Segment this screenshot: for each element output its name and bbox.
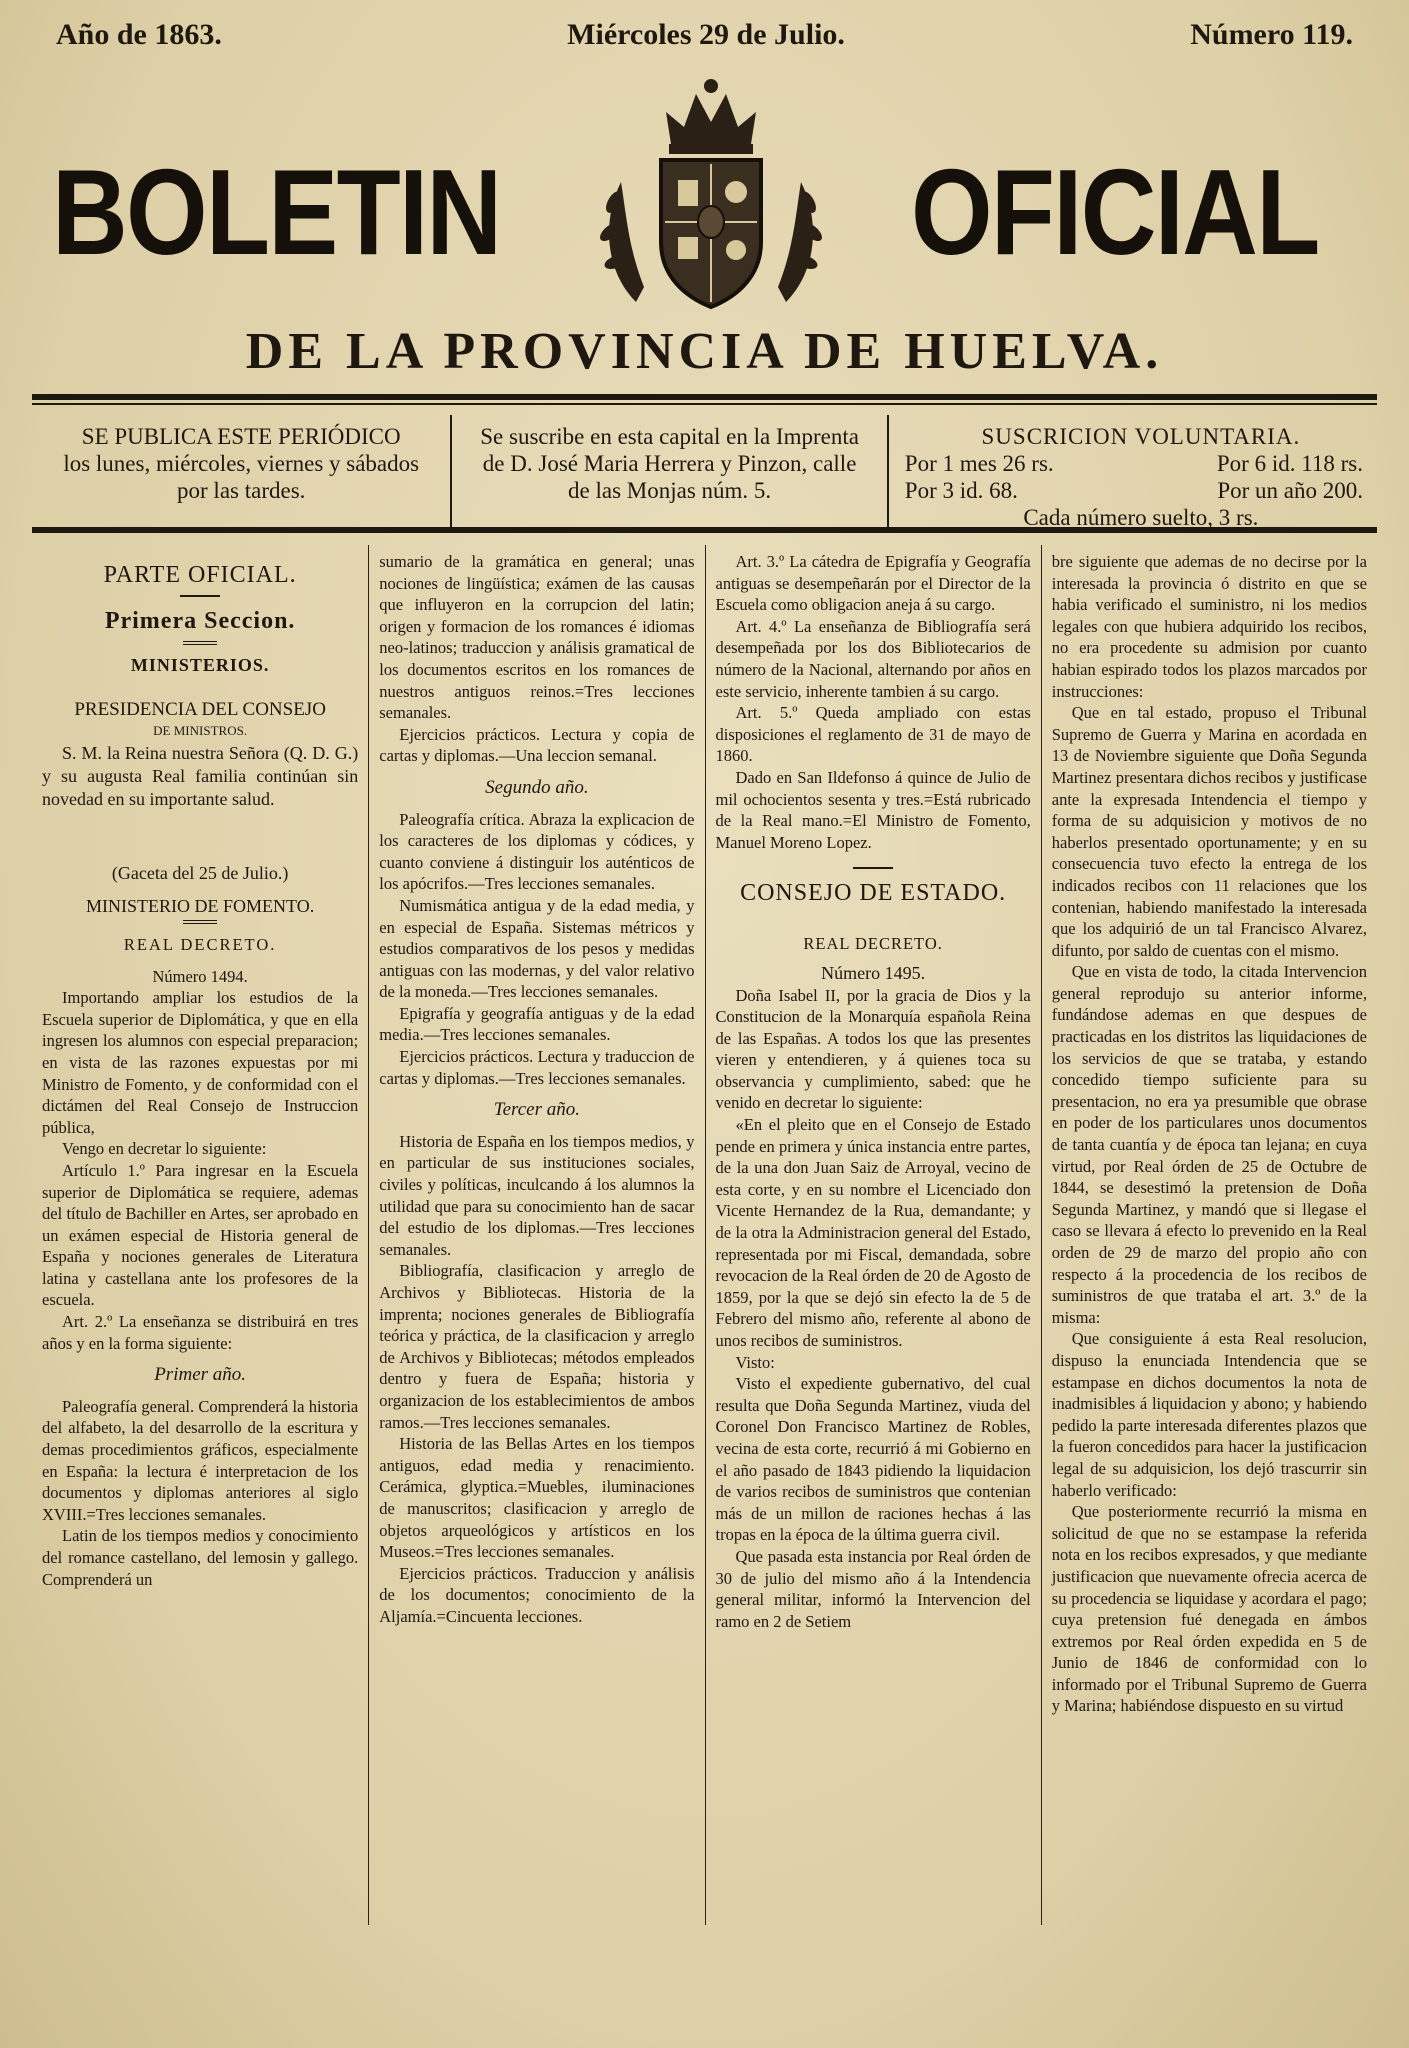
spacer [42, 687, 358, 699]
divider [853, 867, 893, 869]
paragraph: Paleografía general. Comprenderá la historia del alfabeto, la del desarrollo de la escritura y demas procedimientos gráficos, especialmente en España: la lectura é interpretacion de los documentos y diplomas anteriores al siglo XVIII.=Tres lecciones semanales. [42, 1396, 359, 1524]
spacer [42, 884, 358, 896]
subheading-primer-ano: Primer año. [154, 1364, 247, 1386]
paragraph: Bibliografía, clasificacion y arreglo de Archivos y Bibliotecas. Historia de la imprenta; nociones generales de Bibliografía teórica y práctica, de la clasificacion y arreglo de Archivos y Bibliotecas; métodos empleados dentro y fuera de España; historia y organizacion de los establecimientos de ambos ramos.—Tres lecciones semanales. [379, 1261, 695, 1432]
paragraph: Que en tal estado, propuso el Tribunal Supremo de Guerra y Marina en acordada en 13 de Noviembre siguiente que Doña Segunda Martinez presentara dichos recibos y justificase ante la expresada Intendencia el tiempo y forma de su adquisicion y motivos de no haberlos presentado oportunamente; y en su consecuencia tuvo efecto la entrega de los indicados recibos con 11 relaciones que los contenian, habiendo manifestado la interesada que los adquirió de un tal Francisco Alvarez, difunto, por saldo de cuentas con el mismo. [1051, 703, 1367, 960]
column-1 [32, 545, 368, 1925]
heading-consejo-estado: CONSEJO DE ESTADO. [740, 880, 1007, 907]
masthead-subtitle: DE LA PROVINCIA DE HUELVA. [245, 323, 1164, 380]
column-4 [1041, 545, 1377, 1925]
subscription-info [32, 415, 1377, 530]
section-heading: PARTE OFICIAL. [103, 562, 297, 588]
paragraph: Historia de las Bellas Artes en los tiempos antiguos, edad media y renacimiento. Cerámica, glyptica.=Muebles, iluminaciones de manuscritos; clasificacion y arreglo de objetos arqueológicos y artísticos en los Museos.=Tres lecciones semanales. [379, 1434, 695, 1562]
royal-coat-of-arms-icon [566, 72, 856, 322]
paragraph: Epigrafía y geografía antiguas y de la edad media.—Tres lecciones semanales. [379, 1003, 695, 1045]
info-line: Se suscribe en esta capital en la Imprenta [480, 424, 859, 449]
paragraph: Vengo en decretar lo siguiente: [62, 1139, 267, 1159]
price: Por 1 mes 26 rs. [904, 451, 1054, 476]
decree-number: Número 1494. [152, 966, 248, 986]
masthead [26, 72, 1383, 322]
masthead-title-left: BOLETIN [52, 144, 501, 280]
decree-number: Número 1495. [821, 962, 926, 983]
heading-presidencia: PRESIDENCIA DEL CONSEJO [74, 698, 326, 720]
prices-row [905, 477, 1377, 504]
section-title: Primera Seccion. [104, 608, 296, 634]
spacer [716, 913, 1031, 925]
issue-number: Número 119. [1190, 18, 1353, 51]
heading-ministerios: MINISTERIOS. [130, 655, 270, 675]
paragraph: Art. 2.º La enseñanza se distribuirá en tres años y en la forma siguiente: [42, 1312, 359, 1353]
paragraph: bre siguiente que ademas de no decirse por la interesada la provincia ó distrito en que se habia verificado el suministro, ni los medios legales con que hubiera adquirido los recibos, no era procedente su admision por cuanto habian espirado todos los plazos marcados por instrucciones: [1051, 552, 1367, 701]
spacer [42, 837, 358, 863]
paragraph: Doña Isabel II, por la gracia de Dios y la Constitucion de la Monarquía española Reina de las Españas. A todos los que las presentes vieren y entendieren, y á quienes toca su observancia y cumplimiento, sabed: que he venido en decretar lo siguiente: [715, 985, 1031, 1113]
paragraph: Dado en San Ildefonso á quince de Julio de mil ochocientos sesenta y tres.=Está rubricado de la Real mano.=El Ministro de Fomento, Manuel Moreno Lopez. [715, 767, 1031, 852]
paragraph: Que pasada esta instancia por Real órden de 30 de julio del mismo año á la Intendencia general militar, informó la Intervencion del ramo en 2 de Setiem [715, 1546, 1031, 1631]
paragraph: S. M. la Reina nuestra Señora (Q. D. G.) y su augusta Real familia continúan sin novedad en su importante salud. [42, 742, 359, 809]
paragraph: Ejercicios prácticos. Lectura y copia de cartas y diplomas.—Una leccion semanal. [379, 724, 695, 766]
prices-title: SUSCRICION VOLUNTARIA. [981, 424, 1301, 449]
paragraph: Que consiguiente á esta Real resolucion, dispuso la enunciada Intendencia que se estampase en dichos documentos la nota de inadmisibles á liquidacion y abono; y habiendo pedido la parte interesada diferentes plazos que la fueron concedidos para hacer la justificacion legal de su adquisicion, los dejó trascurrir sin haberlo verificado: [1051, 1329, 1367, 1500]
year: Año de 1863. [56, 18, 222, 51]
subscription-prices [889, 415, 1377, 530]
publication-schedule [32, 415, 450, 527]
rule [32, 394, 1377, 400]
rule [32, 403, 1377, 405]
price: Por un año 200. [1217, 478, 1363, 503]
paragraph: Art. 5.º Queda ampliado con estas disposiciones el reglamento de 31 de mayo de 1860. [715, 703, 1031, 766]
paragraph: Paleografía crítica. Abraza la explicacion de los caracteres de los diplomas y códices, y cuanto conviene á distinguir los auténticos de los apócrifos.—Tres lecciones semanales. [379, 809, 695, 894]
price: Por 3 id. 68. [904, 478, 1018, 503]
heading-ministros: DE MINISTROS. [153, 723, 248, 739]
single-issue-price: Cada número suelto, 3 rs. [1023, 505, 1259, 530]
info-line: de D. José Maria Herrera y Pinzon, calle [482, 451, 857, 476]
price: Por 6 id. 118 rs. [1216, 451, 1363, 476]
paragraph: Que en vista de todo, la citada Intervencion general reprodujo su anterior informe, fundándose ademas en que despues de practicadas en los distritos las liquidaciones de los servicios de que se trataba, y estando concedido tiempo suficiente para su presentacion, no era ya presumible que obrase en poder de los particulares unos documentos de tanta cuantía y de época tan lejana; en cuya virtud, por Real órden de 25 de Octubre de 1844, se desestimó la pretension de Doña Segunda Martinez, y mandó que si llegase el caso se llevara á efecto lo prevenido en la Real orden de 29 de marzo del propio año con respecto á la procedencia de los recibos de suministros de que trataba el art. 3.º de la misma: [1051, 962, 1367, 1327]
source-note: (Gaceta del 25 de Julio.) [111, 862, 289, 883]
paragraph: Visto el expediente gubernativo, del cual resulta que Doña Segunda Martinez, viuda del Coronel Don Francisco Martinez de Robles, vecina de esta corte, recurrió á mi Gobierno en el año pasado de 1843 pidiendo la liquidacion de varios recibos de suministros que contenian más de un millon de raciones hechas á las tropas en la época de la última guerra civil. [715, 1374, 1031, 1545]
paragraph: Numismática antigua y de la edad media, y en especial de España. Sistemas métricos y estudios comparativos de los pesos y medidas antiguas con las modernas, y del valor relativo de la moneda.—Tres lecciones semanales. [379, 895, 695, 1002]
divider [180, 595, 220, 597]
info-line: por las tardes. [177, 478, 306, 503]
heading-real-decreto: REAL DECRETO. [803, 934, 943, 954]
paragraph: Latin de los tiempos medios y conocimiento del romance castellano, del lemosin y gallego. Comprenderá un [42, 1526, 359, 1589]
spacer [42, 811, 358, 837]
paragraph: Historia de España en los tiempos medios, y en particular de sus instituciones sociales, civiles y políticas, inculcando á los alumnos la utilidad que para su conocimiento han de sacar del estudio de los diplomas.—Tres lecciones semanales. [379, 1131, 695, 1259]
masthead-title-right: OFICIAL [911, 144, 1319, 280]
paragraph: Art. 3.º La cátedra de Epigrafía y Geografía antiguas se desempeñarán por el Director de la Escuela como obligacion aneja á su cargo. [715, 552, 1031, 615]
subheading-tercer-ano: Tercer año. [493, 1099, 580, 1121]
info-line: de las Monjas núm. 5. [568, 478, 772, 503]
prices-row [905, 450, 1377, 477]
paragraph: Que posteriormente recurrió la misma en solicitud de que no se estampase la referida nota en los recibos expresados, y que mediante justificacion que nuevamente ofrecia acerca de su procedencia se liquidase y acordara el pago; cuya pretension fué denegada en ámbos extremos por Real órden expedida en 5 de Junio de 1846 de conformidad con lo informado por el Tribunal Supremo de Guerra y Marina; habiéndose dispuesto en su virtud [1051, 1502, 1367, 1716]
subscription-place [450, 415, 888, 527]
paragraph: sumario de la gramática en general; unas nociones de lingüística; exámen de las causas que influyeron en la corrupcion del latin; origen y formacion de los romances é idiomas neo-latinos; traduccion y análisis gramatical de los documentos escritos en los romances de nuestros antiguos reinos.=Tres lecciones semanales. [379, 552, 695, 723]
divider [183, 641, 217, 645]
info-line: los lunes, miércoles, viernes y sábados [63, 451, 420, 476]
issue-date: Miércoles 29 de Julio. [567, 18, 845, 51]
paragraph: Ejercicios prácticos. Traduccion y análisis de los documentos; conocimiento de la Aljamía.=Cincuenta lecciones. [379, 1563, 695, 1626]
paragraph: Importando ampliar los estudios de la Escuela superior de Diplomática, y que en ella ingresen los alumnos con especial preparacion; en vista de las razones expuestas por mi Ministro de Fomento, y de conformidad con el dictámen del Real Consejo de Instruccion pública, [42, 988, 359, 1137]
dateline [26, 18, 1383, 58]
paragraph: Art. 4.º La enseñanza de Bibliografía será desempeñada por los dos Bibliotecarios de número de la Nacional, alternando por años en este servicio, inherente tambien á su cargo. [715, 616, 1031, 701]
column-3 [705, 545, 1041, 1925]
heading-fomento: MINISTERIO DE FOMENTO. [86, 896, 315, 917]
article-columns [32, 545, 1377, 1925]
paragraph: Ejercicios prácticos. Lectura y traduccion de cartas y diplomas.—Tres lecciones semanales. [379, 1047, 695, 1088]
divider [183, 920, 217, 924]
paragraph: Artículo 1.º Para ingresar en la Escuela superior de Diplomática se requiere, ademas del título de Bachiller en Artes, ser aprobado en un exámen especial de Historia general de España y nociones generales de Literatura latina y castellana ante los profesores de la escuela. [42, 1160, 359, 1310]
heading-real-decreto: REAL DECRETO. [123, 934, 277, 954]
column-2 [368, 545, 704, 1925]
paragraph: «En el pleito que en el Consejo de Estado pende en primera y única instancia entre partes, de la una don Juan Saiz de Arroyal, vecino de esta corte, y en su nombre el Licenciado don Vicente Hernandez de la Rua, demandante; y de la otra la Administracion general del Estado, representada por mi Fiscal, demandada, sobre revocacion de la Real órden de 20 de Agosto de 1859, por la que se dejó sin efecto la de 5 de Febrero del mismo año, referente al abono de unos recibos de suministros. [715, 1115, 1031, 1350]
info-line: SE PUBLICA ESTE PERIÓDICO [81, 424, 401, 449]
paragraph: Visto: [735, 1352, 775, 1372]
subheading-segundo-ano: Segundo año. [485, 776, 589, 798]
